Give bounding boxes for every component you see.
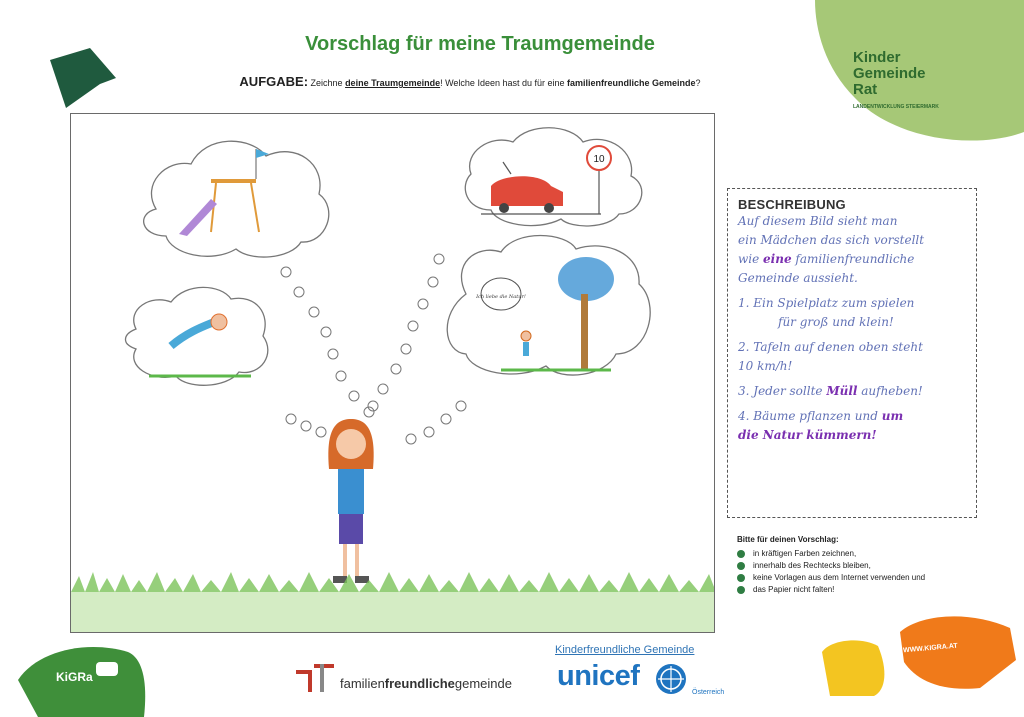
nature-cloud [447,236,650,376]
bullet-icon [737,550,745,558]
bullet-icon [737,574,745,582]
unicef-country: Österreich [692,689,725,696]
child-drawing [71,114,715,633]
thought-bubbles [281,254,466,444]
kigra-url: WWW.KIGRA.AT [902,642,958,655]
page-title: Vorschlag für meine Traumgemeinde [305,33,655,55]
unicef-logo: unicef [557,660,640,692]
speech-bubble-text: Ich liebe die Natur! [476,294,526,300]
kinderfreundliche-gemeinde-label: Kinderfreundliche Gemeinde [555,644,695,656]
bullet-icon [737,586,745,594]
description-box [727,188,977,518]
bullet-icon [737,562,745,570]
task-prefix: AUFGABE: [239,74,309,89]
description-item-4: 4. Bäume pflanzen und um die Natur kümmern! [738,409,904,442]
description-line: Gemeinde aussieht. [738,271,858,285]
orange-yellow-corner-shapes [820,610,1024,717]
task-end: ? [695,78,701,88]
tip-item: in kräftigen Farben zeichnen, [737,549,997,558]
description-item-1: 1. Ein Spielplatz zum spielen für groß und klein! [738,296,915,329]
description-line: Auf diesem Bild sieht man [738,214,898,228]
grass [71,572,715,633]
task-text-1: Zeichne [308,78,346,88]
familienfreundliche-gemeinde-logo-icon [296,664,336,694]
description-line: ein Mädchen das sich vorstellt [738,233,925,247]
kindergemeinderat-logo: Kinder Gemeinde Rat LANDENTWICKLUNG STEIERMARK [853,49,939,110]
unicef-globe-icon [654,662,688,696]
task-highlight: deine Traumgemeinde [345,78,441,88]
car-cloud [465,128,642,226]
tips-heading: Bitte für deinen Vorschlag: [737,535,839,544]
description-item-2: 2. Tafeln auf denen oben steht 10 km/h! [738,340,923,373]
drawing-frame [70,113,715,633]
description-item-3: 3. Jeder sollte Müll aufheben! [738,384,923,398]
girl-cloud [125,287,267,385]
description-title: BESCHREIBUNG [738,197,846,212]
speed-sign-label: 10 [593,154,605,165]
kigra-logo-text: KiGRa [56,670,93,684]
playground-cloud [144,141,329,257]
description-line: wie eine familienfreundliche [738,252,915,266]
girl-figure [328,419,373,583]
tips-list [737,535,997,597]
familienfreundliche-gemeinde-logo: familienfreundlichegemeinde [340,676,512,691]
task-instructions [0,74,940,89]
tip-item: das Papier nicht falten! [737,585,997,594]
task-bold: familienfreundliche Gemeinde [567,78,696,88]
task-text-2: ! Welche Ideen hast du für eine [440,78,568,88]
tip-item: innerhalb des Rechtecks bleiben, [737,561,997,570]
tip-item: keine Vorlagen aus dem Internet verwenden und [737,573,997,582]
